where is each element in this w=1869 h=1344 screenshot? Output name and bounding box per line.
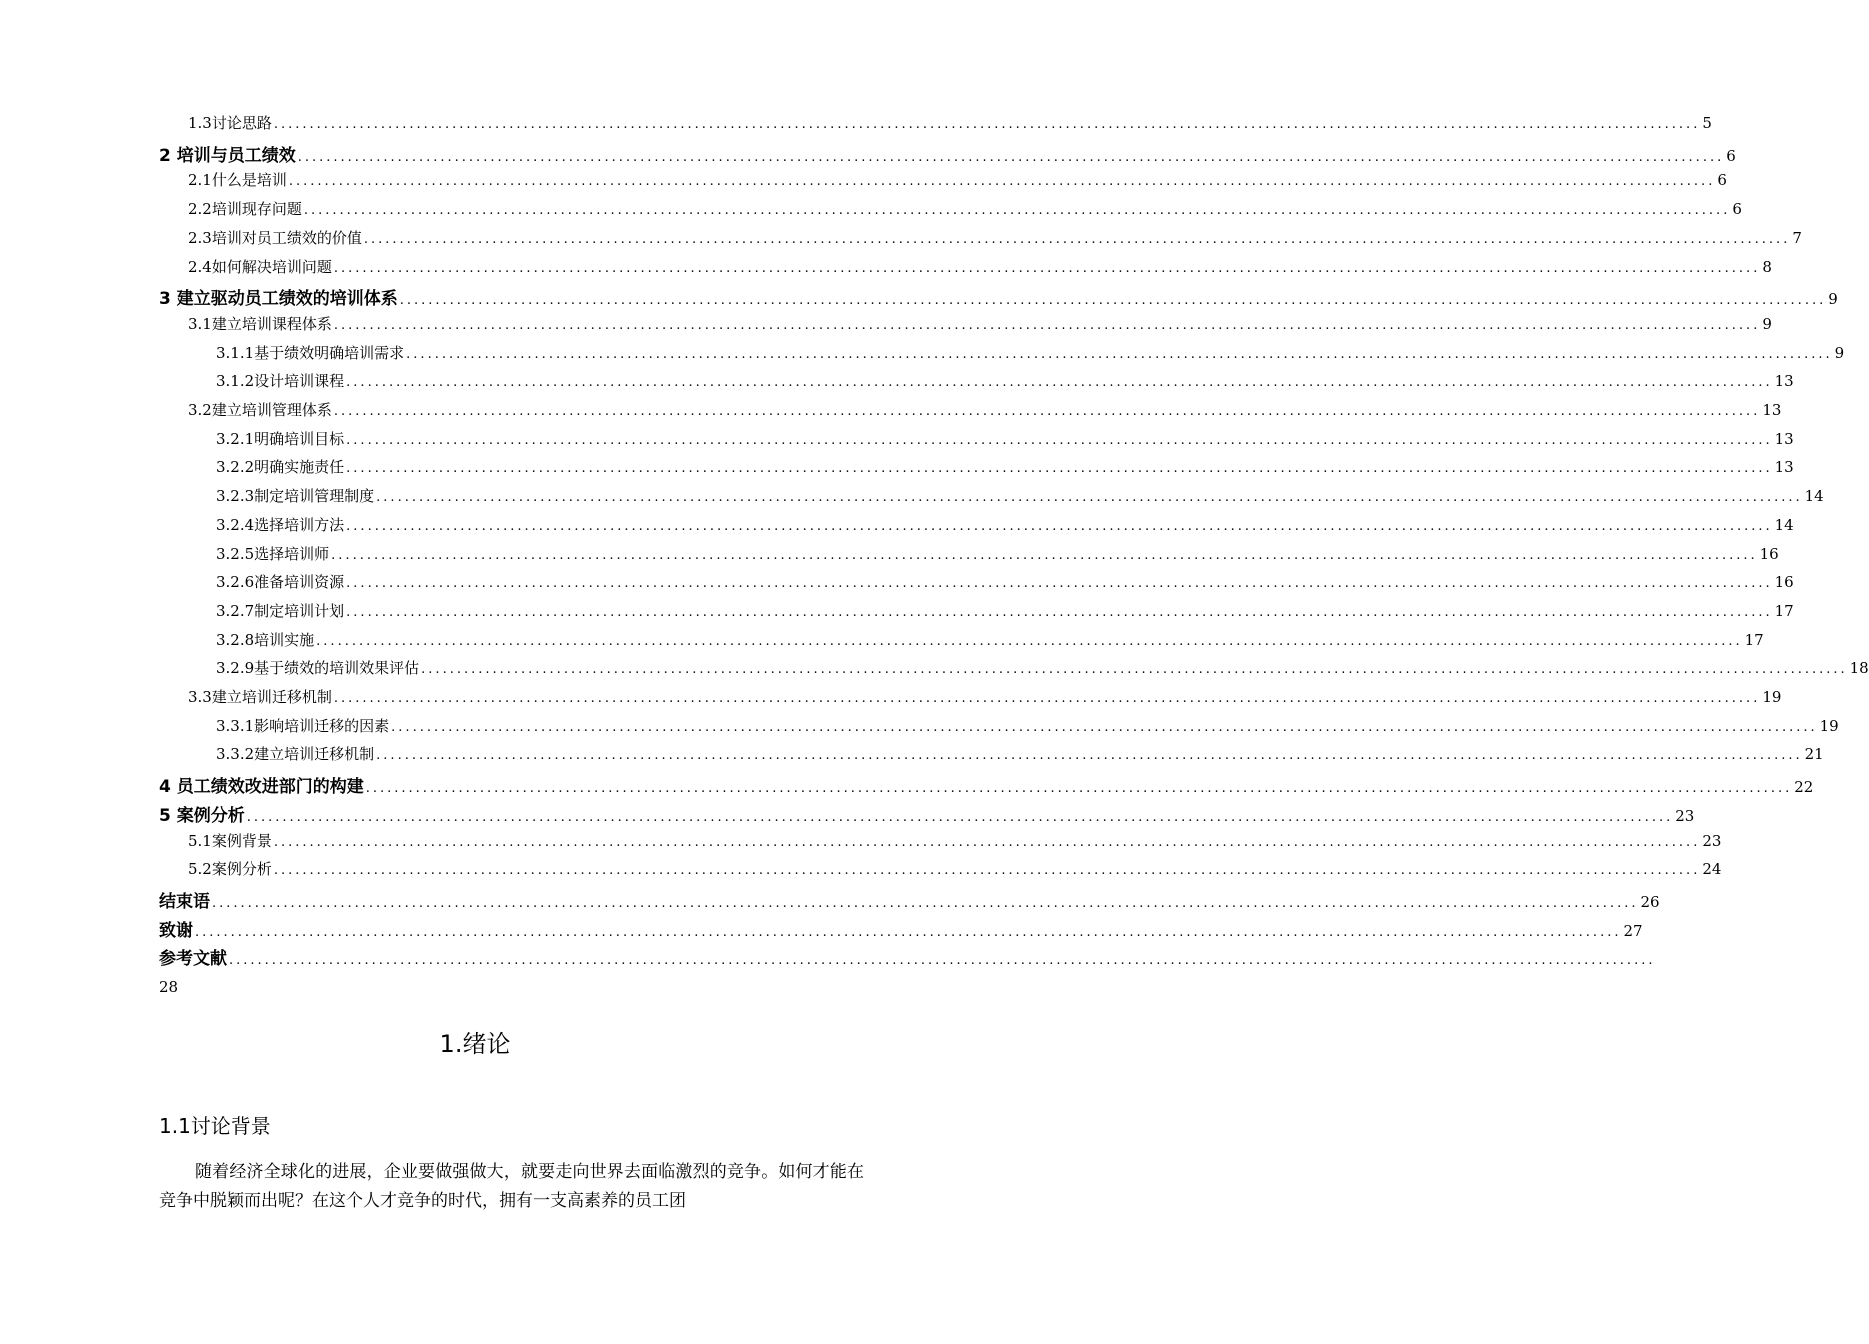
toc-entry-label: 3.3建立培训迁移机制 (188, 688, 332, 706)
toc-leader-dots: ........................................................................................................................................................................................................ (297, 149, 1725, 165)
toc-entry[interactable] (188, 112, 1712, 140)
toc-leader-dots: ........................................................................................................................................................................................................ (303, 203, 1731, 219)
toc-leader-dots: ........................................................................................................................................................................................................ (376, 748, 1803, 764)
toc-entry-label: 5 案例分析 (159, 805, 245, 826)
toc-entry[interactable] (188, 830, 1722, 858)
toc-entry-label: 3.3.1影响培训迁移的因素 (216, 716, 390, 735)
toc-entry[interactable] (216, 657, 1869, 685)
toc-leader-dots: ........................................................................................................................................................................................................ (406, 346, 1833, 362)
toc-entry-page: 24 (1702, 860, 1722, 879)
toc-leader-dots: ........................................................................................................................................................................................................ (246, 809, 1674, 825)
toc-entry-label: 3.2建立培训管理体系 (188, 401, 332, 419)
toc-entry-page: 5 (1702, 114, 1712, 132)
body-paragraph: 随着经济全球化的进展，企业要做强做大，就要走向世界去面临激烈的竞争。如何才能在竞争中脱颖而出呢？在这个人才竞争的时代，拥有一支高素养的员工团 (159, 1162, 864, 1211)
toc-entry-page: 7 (1792, 228, 1802, 247)
toc-leader-dots: ........................................................................................................................................................................................................ (399, 293, 1827, 309)
toc-entry[interactable] (188, 686, 1782, 714)
toc-entry-label: 3.2.7制定培训计划 (216, 601, 345, 620)
toc-entry-label: 致谢 (159, 920, 193, 941)
toc-entry-label: 2.4如何解决培训问题 (188, 257, 332, 276)
toc-entry[interactable] (216, 428, 1794, 456)
toc-leader-dots: ........................................................................................................................................................................................................ (346, 518, 1773, 534)
toc-leader-dots: ........................................................................................................................................................................................................ (365, 781, 1793, 797)
toc-entry-label: 3 建立驱动员工绩效的培训体系 (159, 289, 398, 310)
toc-entry-label: 4 员工绩效改进部门的构建 (159, 777, 364, 798)
toc-entry-page: 16 (1759, 544, 1779, 563)
toc-entry-page: 9 (1828, 290, 1838, 309)
toc-entry-page: 22 (1794, 778, 1814, 797)
chapter-heading: 1.绪论 (439, 1030, 511, 1058)
toc-entry-page: 13 (1774, 429, 1794, 448)
toc-entry-page: 18 (1849, 659, 1869, 678)
toc-entry-label: 2.1什么是培训 (188, 171, 287, 190)
toc-entry-label: 3.1.1基于绩效明确培训需求 (216, 343, 405, 362)
toc-leader-dots: ........................................................................................................................................................................................................ (229, 953, 1656, 969)
toc-entry[interactable] (188, 399, 1782, 427)
toc-leader-dots: ........................................................................................................................................................................................................ (346, 576, 1773, 592)
toc-leader-dots: ........................................................................................................................................................................................................ (212, 895, 1639, 911)
toc-entry-page: 23 (1702, 831, 1722, 850)
toc-entry-label: 1.3讨论思路 (188, 114, 272, 132)
toc-entry-label: 2.2培训现存问题 (188, 200, 302, 219)
toc-entry[interactable] (216, 485, 1824, 513)
toc-entry[interactable] (188, 227, 1802, 255)
toc-entry[interactable] (159, 801, 1695, 829)
toc-leader-dots: ........................................................................................................................................................................................................ (421, 662, 1848, 678)
toc-leader-dots: ........................................................................................................................................................................................................ (363, 231, 1791, 247)
toc-entry-label: 3.1建立培训课程体系 (188, 314, 332, 333)
toc-leader-dots: ........................................................................................................................................................................................................ (316, 633, 1743, 649)
toc-entry-label: 2 培训与员工绩效 (159, 145, 296, 166)
toc-entry-page: 8 (1762, 257, 1772, 276)
section-heading: 1.1讨论背景 (159, 1114, 271, 1138)
toc-entry[interactable] (216, 629, 1764, 657)
toc-entry-label: 结束语 (159, 891, 210, 912)
toc-entry-page: 27 (1623, 921, 1643, 940)
toc-entry-label: 5.1案例背景 (188, 831, 272, 850)
toc-entry[interactable] (188, 198, 1742, 226)
toc-entry-page: 6 (1732, 200, 1742, 219)
toc-entry-page: 19 (1762, 688, 1782, 706)
toc-entry[interactable] (216, 743, 1824, 771)
toc-entry-page: 21 (1804, 745, 1824, 764)
toc-entry-label: 5.2案例分析 (188, 860, 272, 879)
toc-leader-dots: ........................................................................................................................................................................................................ (346, 461, 1773, 477)
toc-entry-label: 3.2.5选择培训师 (216, 544, 330, 563)
toc-entry-page: 9 (1834, 343, 1845, 362)
toc-entry[interactable] (216, 600, 1794, 628)
toc-entry[interactable] (216, 715, 1839, 743)
toc-entry[interactable] (216, 342, 1845, 370)
toc-entry-label: 3.2.2明确实施责任 (216, 458, 345, 477)
toc-entry-label: 参考文献 (159, 949, 227, 970)
toc-leader-dots: ........................................................................................................................................................................................................ (333, 404, 1761, 419)
toc-entry[interactable] (216, 514, 1794, 542)
toc-leader-dots: ........................................................................................................................................................................................................ (333, 317, 1761, 333)
toc-entry-page: 9 (1762, 314, 1772, 333)
toc-leader-dots: ........................................................................................................................................................................................................ (273, 834, 1701, 850)
toc-entry-page: 23 (1675, 806, 1695, 825)
toc-entry[interactable] (216, 456, 1794, 484)
toc-entry-label: 3.2.8培训实施 (216, 630, 315, 649)
toc-entry-label: 3.2.3制定培训管理制度 (216, 487, 375, 506)
toc-entry-page: 14 (1804, 487, 1824, 506)
toc-entry-page: 19 (1819, 716, 1839, 735)
toc-entry-page: 16 (1774, 573, 1794, 592)
toc-entry[interactable] (188, 169, 1727, 197)
toc-entry-page: 13 (1774, 372, 1794, 391)
toc-entry-page: 17 (1744, 630, 1764, 649)
toc-leader-dots: ........................................................................................................................................................................................................ (288, 174, 1716, 190)
toc-leader-dots: ........................................................................................................................................................................................................ (376, 490, 1803, 506)
toc-entry-page: 13 (1762, 401, 1782, 419)
toc-entry[interactable] (188, 256, 1772, 284)
toc-leader-dots: ........................................................................................................................................................................................................ (195, 924, 1622, 940)
toc-entry[interactable] (216, 370, 1794, 398)
toc-leader-dots: ........................................................................................................................................................................................................ (333, 260, 1761, 276)
toc-entry-page: 28 (159, 978, 179, 996)
toc-leader-dots: ........................................................................................................................................................................................................ (273, 117, 1701, 132)
toc-leader-dots: ........................................................................................................................................................................................................ (333, 691, 1761, 706)
toc-entry[interactable] (159, 772, 1814, 800)
toc-entry-page: 17 (1774, 601, 1794, 620)
toc-leader-dots: ........................................................................................................................................................................................................ (273, 863, 1701, 879)
toc-leader-dots: ........................................................................................................................................................................................................ (346, 432, 1773, 448)
toc-leader-dots: ........................................................................................................................................................................................................ (391, 719, 1818, 735)
toc-entry-label: 3.2.4选择培训方法 (216, 515, 345, 534)
toc-entry-page: 26 (1640, 892, 1660, 911)
toc-entry-page: 6 (1726, 146, 1736, 165)
toc-entry[interactable] (216, 543, 1779, 571)
toc-entry[interactable] (159, 944, 1656, 972)
toc-entry[interactable] (188, 858, 1722, 886)
toc-entry-label: 3.2.6准备培训资源 (216, 573, 345, 592)
toc-entry-label: 3.1.2设计培训课程 (216, 372, 345, 391)
toc-entry-label: 3.2.9基于绩效的培训效果评估 (216, 659, 420, 678)
toc-entry-page: 6 (1717, 171, 1727, 190)
toc-entry[interactable] (159, 284, 1838, 312)
toc-entry-label: 3.3.2建立培训迁移机制 (216, 745, 375, 764)
toc-entry[interactable] (159, 141, 1736, 169)
toc-entry-page: 14 (1774, 515, 1794, 534)
toc-entry[interactable] (159, 916, 1643, 944)
toc-leader-dots: ........................................................................................................................................................................................................ (346, 604, 1773, 620)
toc-entry[interactable] (216, 571, 1794, 599)
toc-entry-label: 3.2.1明确培训目标 (216, 429, 345, 448)
toc-entry-page: 13 (1774, 458, 1794, 477)
toc-leader-dots: ........................................................................................................................................................................................................ (331, 547, 1758, 563)
toc-leader-dots: ........................................................................................................................................................................................................ (346, 375, 1773, 391)
toc-entry[interactable] (159, 887, 1660, 915)
toc-entry-label: 2.3培训对员工绩效的价值 (188, 228, 362, 247)
toc-entry[interactable] (188, 313, 1772, 341)
